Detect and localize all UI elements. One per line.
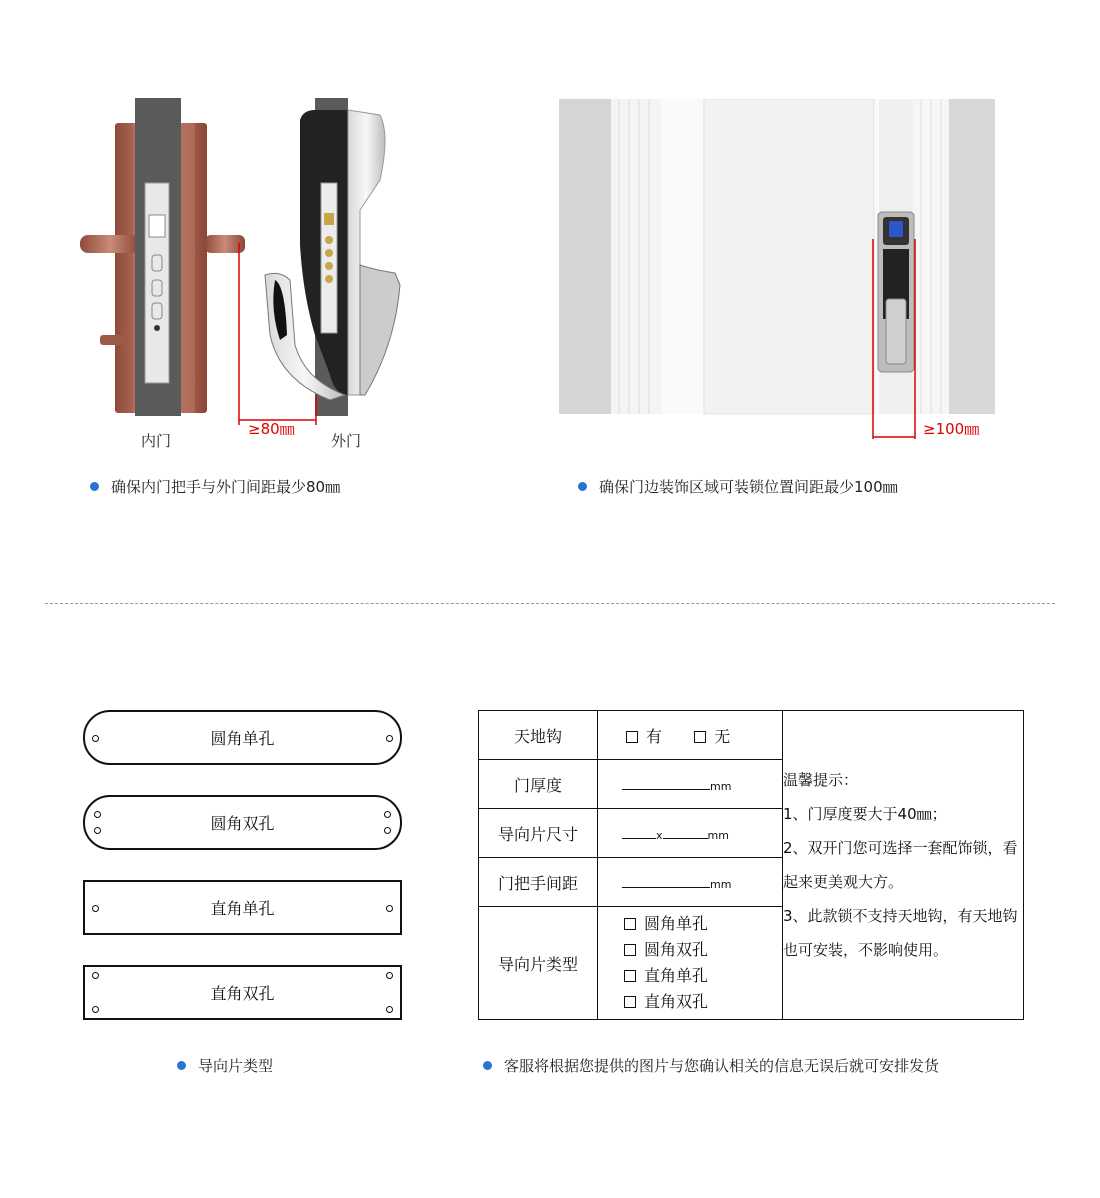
plate-label: 直角双孔 <box>210 984 275 1003</box>
hole-icon <box>386 1006 393 1013</box>
checkbox-icon[interactable] <box>624 970 636 982</box>
door-frame-drawing <box>559 99 995 439</box>
option-label: 无 <box>714 726 731 746</box>
plate-option[interactable] <box>624 989 782 1015</box>
hole-icon <box>386 972 393 979</box>
option-label: 直角双孔 <box>644 992 709 1011</box>
tip-line-1: 1、门厚度要大于40㎜； <box>783 805 947 823</box>
plate-option[interactable] <box>624 963 782 989</box>
guide-plate-size-field[interactable] <box>598 809 783 858</box>
hole-icon <box>386 735 393 742</box>
option-label: 圆角单孔 <box>644 914 709 933</box>
option-label: 圆角双孔 <box>644 940 709 959</box>
hole-icon <box>384 827 391 834</box>
tips-title: 温馨提示： <box>783 771 859 789</box>
inner-outer-caption <box>90 476 340 497</box>
plates-caption <box>177 1055 273 1076</box>
bullet-dot-icon <box>177 1061 186 1070</box>
spec-form-table <box>478 710 1024 1020</box>
checkbox-icon[interactable] <box>624 918 636 930</box>
checkbox-no[interactable] <box>694 731 706 743</box>
inner-outer-distance-measure: ≥80㎜ <box>248 420 295 438</box>
hole-icon <box>92 1006 99 1013</box>
plate-label: 圆角单孔 <box>210 729 275 748</box>
checkbox-icon[interactable] <box>624 944 636 956</box>
plate-option[interactable] <box>624 911 782 937</box>
inner-door-label: 内门 <box>141 432 172 450</box>
caption-text: 导向片类型 <box>198 1057 274 1075</box>
bullet-dot-icon <box>578 482 587 491</box>
shipping-caption <box>483 1055 939 1076</box>
door-edge-caption <box>578 476 898 497</box>
outer-door-label: 外门 <box>331 432 362 450</box>
hole-icon <box>386 905 393 912</box>
floor-hook-options <box>598 711 783 760</box>
door-edge-distance-measure: ≥100㎜ <box>923 420 980 438</box>
bullet-dot-icon <box>483 1061 492 1070</box>
lock-side-illustration <box>75 95 415 425</box>
unit-label: mm <box>710 779 732 793</box>
bullet-dot-icon <box>90 482 99 491</box>
plate-round-double-hole <box>83 795 402 850</box>
checkbox-icon[interactable] <box>624 996 636 1008</box>
unit-label: mm <box>710 877 732 891</box>
handle-spacing-field[interactable] <box>598 858 783 907</box>
plate-type-options <box>598 907 783 1020</box>
plate-label: 直角单孔 <box>210 899 275 918</box>
checkbox-yes[interactable] <box>626 731 638 743</box>
caption-text: 确保内门把手与外门间距最少80㎜ <box>111 478 341 496</box>
plate-round-single-hole <box>83 710 402 765</box>
row-key: 门把手间距 <box>479 858 598 907</box>
lock-side-drawing <box>75 95 415 425</box>
hole-icon <box>92 735 99 742</box>
plate-square-single-hole <box>83 880 402 935</box>
option-label: 有 <box>646 726 663 746</box>
hole-icon <box>92 905 99 912</box>
plate-square-double-hole <box>83 965 402 1020</box>
blank-line <box>622 778 710 790</box>
blank-line <box>622 876 710 888</box>
hole-icon <box>94 827 101 834</box>
section-divider <box>45 603 1055 604</box>
tip-line-2: 2、双开门您可选择一套配饰锁，看起来更美观大方。 <box>783 839 1018 891</box>
blank-line <box>622 827 656 839</box>
caption-text: 确保门边装饰区域可装锁位置间距最少100㎜ <box>599 478 898 496</box>
caption-text: 客服将根据您提供的图片与您确认相关的信息无误后就可安排发货 <box>504 1057 940 1075</box>
row-key: 门厚度 <box>479 760 598 809</box>
separator-label: x <box>656 828 663 842</box>
tips-panel <box>783 711 1024 1020</box>
hole-icon <box>94 811 101 818</box>
blank-line <box>663 827 708 839</box>
hole-icon <box>384 811 391 818</box>
door-frame-illustration <box>559 99 995 439</box>
row-key: 天地钩 <box>479 711 598 760</box>
hole-icon <box>92 972 99 979</box>
option-label: 直角单孔 <box>644 966 709 985</box>
row-key: 导向片尺寸 <box>479 809 598 858</box>
plate-option[interactable] <box>624 937 782 963</box>
unit-label: mm <box>707 828 729 842</box>
tip-line-3: 3、此款锁不支持天地钩，有天地钩也可安装，不影响使用。 <box>783 907 1018 959</box>
door-thickness-field[interactable] <box>598 760 783 809</box>
plate-label: 圆角双孔 <box>210 814 275 833</box>
row-key: 导向片类型 <box>479 907 598 1020</box>
